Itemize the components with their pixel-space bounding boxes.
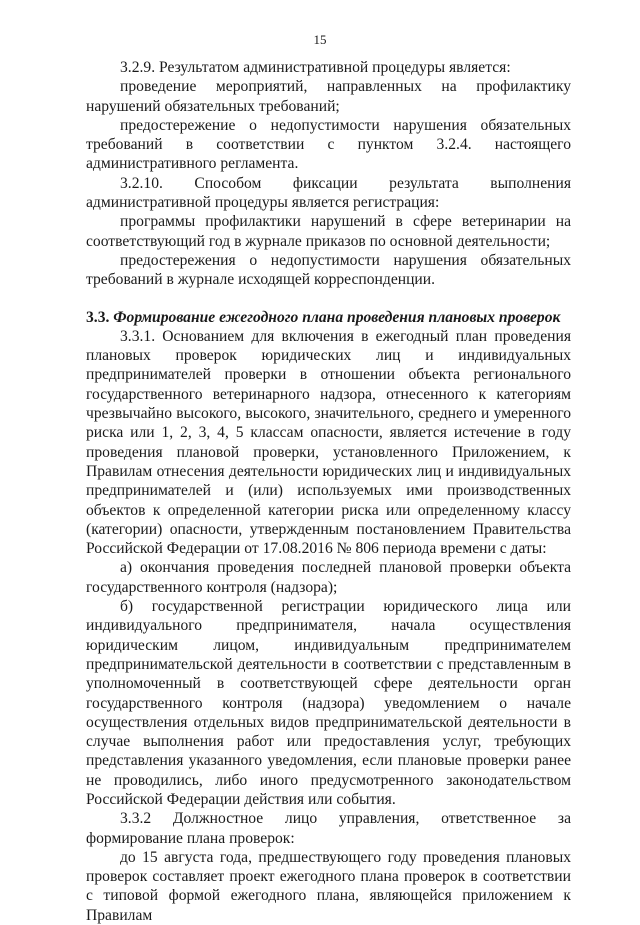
paragraph: а) окончания проведения последней плановой проверки объекта государственного контроля (надзора); [86, 559, 571, 596]
paragraph: проведение мероприятий, направленных на профилактику нарушений обязательных требований; [86, 78, 571, 115]
paragraph: 3.3.2 Должностное лицо управления, ответственное за формирование плана проверок: [86, 810, 571, 847]
page-number: 15 [313, 32, 327, 47]
section-number: 3.3. [86, 308, 110, 326]
paragraph: до 15 августа года, предшествующего году проведения плановых проверок составляет проект ежегодного плана проверок в соответствии с типовой формой ежегодного плана, являющейся приложением к Правилам [86, 848, 571, 924]
paragraph: 3.2.9. Результатом административной процедуры является: [120, 59, 511, 76]
document-body [86, 58, 571, 925]
section-title: Формирование ежегодного плана проведения плановых проверок [113, 308, 561, 326]
paragraph: предостережения о недопустимости нарушения обязательных требований в журнале исходящей корреспонденции. [86, 251, 571, 289]
paragraph: программы профилактики нарушений в сфере ветеринарии на соответствующий год в журнале приказов по основной деятельности; [86, 213, 571, 250]
paragraph: 3.2.10. Способом фиксации результата выполнения административной процедуры является регистрация: [86, 174, 571, 212]
paragraph: б) государственной регистрации юридического лица или индивидуального предпринимателя, начала осуществления юридическим лицом, индивидуальным предпринимателем предпринимательской деятельности в соответствии с представленным в уполномоченный в соответствующей сфере деятельности орган государственного контроля (надзора) уведомлением о начале осуществления отдельных видов предпринимательской деятельности в случае выполнения работ или предоставления услуг, требующих представления указанного уведомления, если плановые проверки ранее не проводились, либо иного предусмотренного законодательством Российской Федерации действия или события. [86, 598, 571, 808]
section-heading [86, 308, 571, 327]
paragraph: 3.3.1. Основанием для включения в ежегодный план проведения плановых проверок юридических лиц и индивидуальных предпринимателей проверки в отношении объекта регионального государственного ветеринарного надзора, отнесенного к категориям чрезвычайно высокого, высокого, значительного, среднего и умеренного риска или 1, 2, 3, 4, 5 классам опасности, является истечение в году проведения плановой проверки, установленного Приложением, к Правилам отнесения деятельности юридических лиц и индивидуальных предпринимателей и (или) используемых ими производственных объектов к определенной категории риска или определенному классу (категории) опасности, утвержденным постановлением Правительства Российской Федерации от 17.08.2016 № 806 периода времени с даты: [86, 327, 571, 558]
paragraph: предостережение о недопустимости нарушения обязательных требований в соответствии с пунктом 3.2.4. настоящего административного регламента. [86, 116, 571, 173]
